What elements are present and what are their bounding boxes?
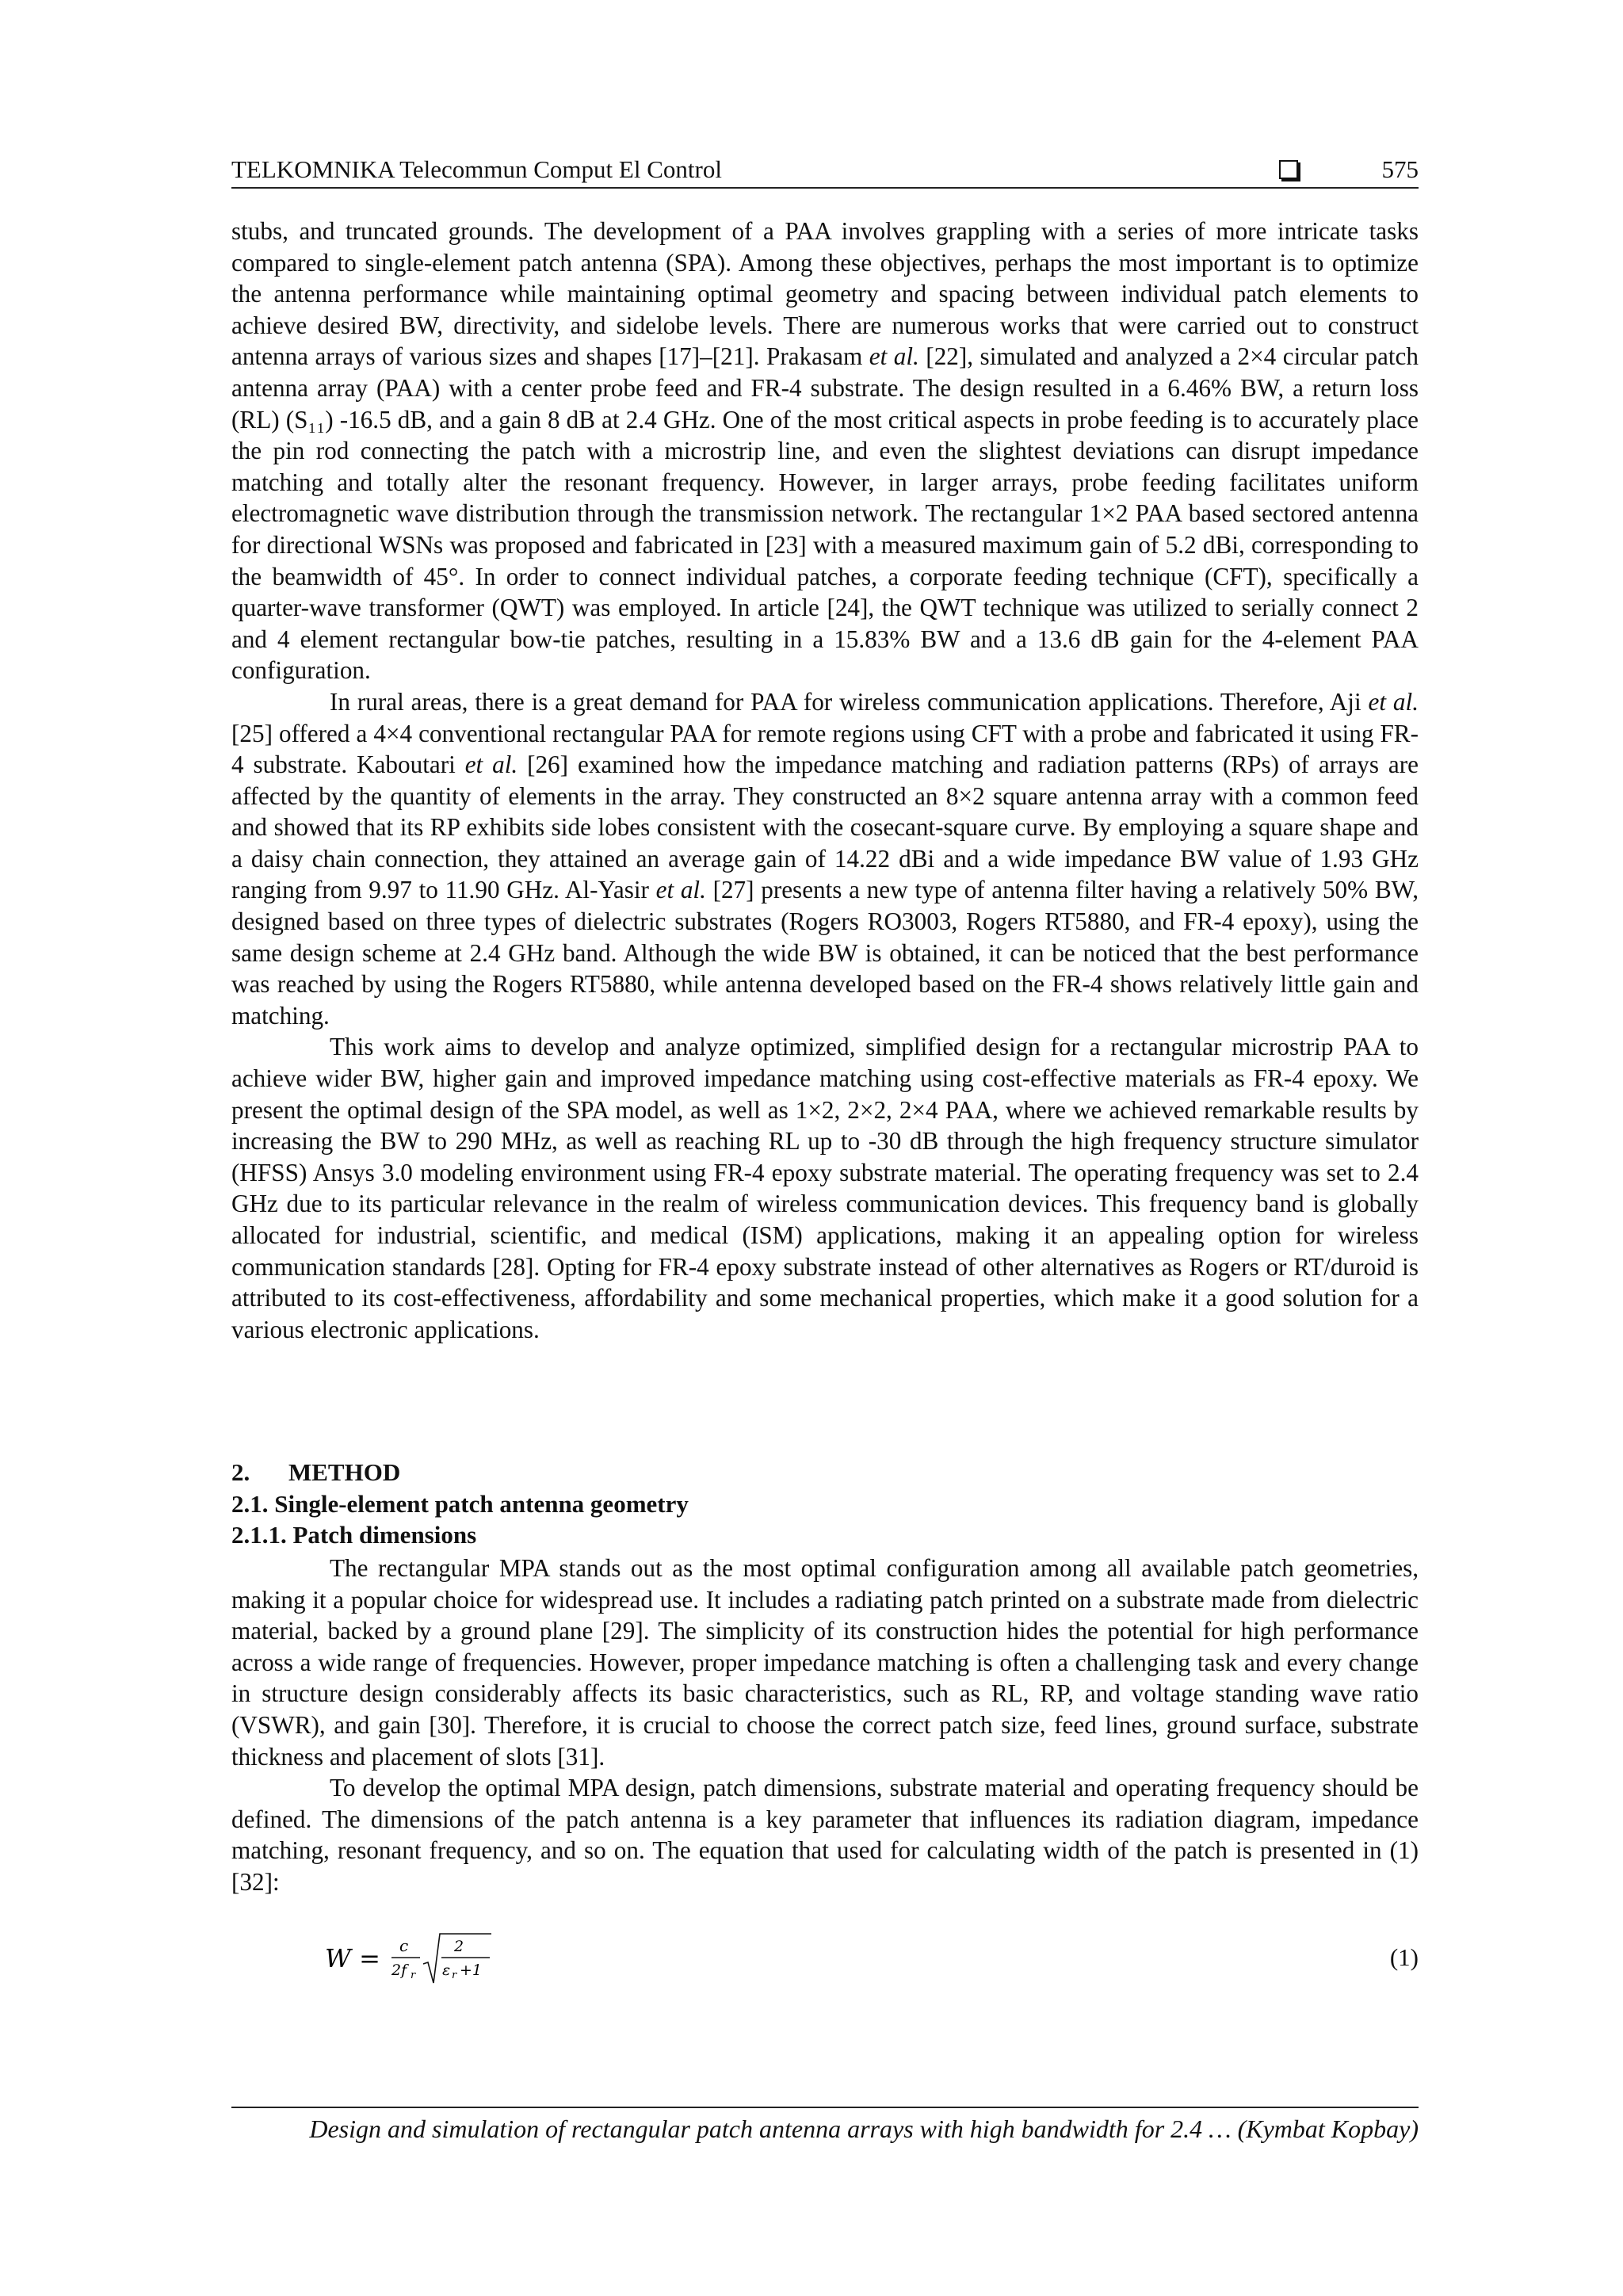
journal-title: TELKOMNIKA Telecommun Comput El Control <box>231 155 722 183</box>
equation-denominator: 2f <box>391 1962 407 1979</box>
section-heading-method <box>231 1457 1419 1488</box>
paragraph-1: stubs, and truncated grounds. The development of a PAA involves grappling with a series of more intricate tasks compared to single-element patch antenna (SPA). Among these objectives, perhaps the most important is to optimize the antenna performance while maintaining optimal geometry and spacing between individual patch elements to achieve desired BW, directivity, and sidelobe levels. There are numerous works that were carried out to construct antenna arrays of various sizes and shapes [17]–[21]. Prakasam et al. [22], simulated and analyzed a 2×4 circular patch antenna array (PAA) with a center probe feed and FR-4 substrate. The design resulted in a 6.46% BW, a return loss (RL) (S₁₁) -16.5 dB, and a gain 8 dB at 2.4 GHz. One of the most critical aspects in probe feeding is to accurately place the pin rod connecting the patch with a microstrip line, and even the slightest deviations can disrupt impedance matching and totally alter the resonant frequency. However, in larger arrays, probe feeding facilitates uniform electromagnetic wave distribution through the transmission network. The rectangular 1×2 PAA based sectored antenna for directional WSNs was proposed and fabricated in [23] with a measured maximum gain of 5.2 dBi, corresponding to the beamwidth of 45°. In order to connect individual patches, a corporate feeding technique (CFT), specifically a quarter-wave transformer (QWT) was employed. In article [24], the QWT technique was utilized to serially connect 2 and 4 element rectangular bow-tie patches, resulting in a 15.83% BW and a 13.6 dB gain for the 4-element PAA configuration. <box>231 217 1419 685</box>
square-bullet-icon <box>1279 160 1298 179</box>
paragraph-3: This work aims to develop and analyze optimized, simplified design for a rectangular microstrip PAA to achieve wider BW, higher gain and improved impedance matching using cost-effective materials as FR-4 epoxy. We present the optimal design of the SPA model, as well as 1×2, 2×2, 2×4 PAA, where we achieved remarkable results by increasing the BW to 290 MHz, as well as reaching RL up to -30 dB through the high frequency structure simulator (HFSS) Ansys 3.0 modeling environment using FR-4 epoxy substrate material. The operating frequency was set to 2.4 GHz due to its particular relevance in the realm of wireless communication devices. This frequency band is globally allocated for industrial, scientific, and medical (ISM) applications, making it an appealing option for wireless communication standards [28]. Opting for FR-4 epoxy substrate instead of other alternatives as Rogers or RT/duroid is attributed to its cost-effectiveness, affordability and some mechanical properties, which make it a good solution for a various electronic applications. <box>231 1033 1419 1343</box>
page-number: 575 <box>1381 155 1419 183</box>
running-header <box>231 155 1419 189</box>
equation-number: (1) <box>1389 1943 1419 1971</box>
paragraph-2: In rural areas, there is a great demand for PAA for wireless communication applications. Therefore, Aji et al. [25] offered a 4×4 conventional rectangular PAA for remote regions using CFT with a probe and fabricated it using FR-4 substrate. Kaboutari et al. [26] examined how the impedance matching and radiation patterns (RPs) of arrays are affected by the quantity of elements in the array. They constructed an 8×2 square antenna array with a common feed and showed that its RP exhibits side lobes consistent with the cosecant-square curve. By employing a square shape and a daisy chain connection, they attained an average gain of 14.22 dBi and a wide impedance BW value of 1.93 GHz ranging from 9.97 to 11.90 GHz. Al-Yasir et al. [27] presents a new type of antenna filter having a relatively 50% BW, designed based on three types of dielectric substrates (Rogers RO3003, Rogers RT5880, and FR-4 epoxy), using the same design scheme at 2.4 GHz band. Although the wide BW is obtained, it can be noticed that the best performance was reached by using the Rogers RT5880, while antenna developed based on the FR-4 shows relatively little gain and matching. <box>231 687 1419 1030</box>
section-title: METHOD <box>288 1458 401 1486</box>
method-body <box>231 1553 1419 1898</box>
section-number: 2. <box>231 1458 250 1486</box>
equation-1 <box>325 1927 721 1991</box>
equation-lhs: W = <box>325 1943 380 1973</box>
equation-plus-one: +1 <box>460 1962 483 1979</box>
intro-body <box>231 216 1419 1345</box>
equation-denominator-sub: r <box>411 1969 416 1981</box>
equation-epsilon: ε <box>442 1962 451 1979</box>
equation-numerator: c <box>399 1936 409 1955</box>
section-headings <box>231 1457 1419 1551</box>
paragraph-4: The rectangular MPA stands out as the most optimal configuration among all available patch geometries, making it a popular choice for widespread use. It includes a radiating patch printed on a substrate made from dielectric material, backed by a ground plane [29]. The simplicity of its construction hides the potential for high performance across a wide range of frequencies. However, proper impedance matching is often a challenging task and every change in structure design considerably affects its basic characteristics, such as RL, RP, and voltage standing wave ratio (VSWR), and gain [30]. Therefore, it is crucial to choose the correct patch size, feed lines, ground surface, substrate thickness and placement of slots [31]. <box>231 1554 1419 1771</box>
equation-epsilon-sub: r <box>452 1969 457 1981</box>
running-footer: Design and simulation of rectangular patch antenna arrays with high bandwidth for 2.4 … (Kymbat Kopbay) <box>231 2107 1419 2144</box>
subsubsection-heading: 2.1.1. Patch dimensions <box>231 1521 477 1549</box>
paragraph-5: To develop the optimal MPA design, patch dimensions, substrate material and operating frequency should be defined. The dimensions of the patch antenna is a key parameter that influences its radiation diagram, impedance matching, resonant frequency, and so on. The equation that used for calculating width of the patch is presented in (1) [32]: <box>231 1774 1419 1896</box>
equation-sqrt-numerator: 2 <box>454 1938 464 1955</box>
subsection-heading: 2.1. Single-element patch antenna geometry <box>231 1489 689 1518</box>
